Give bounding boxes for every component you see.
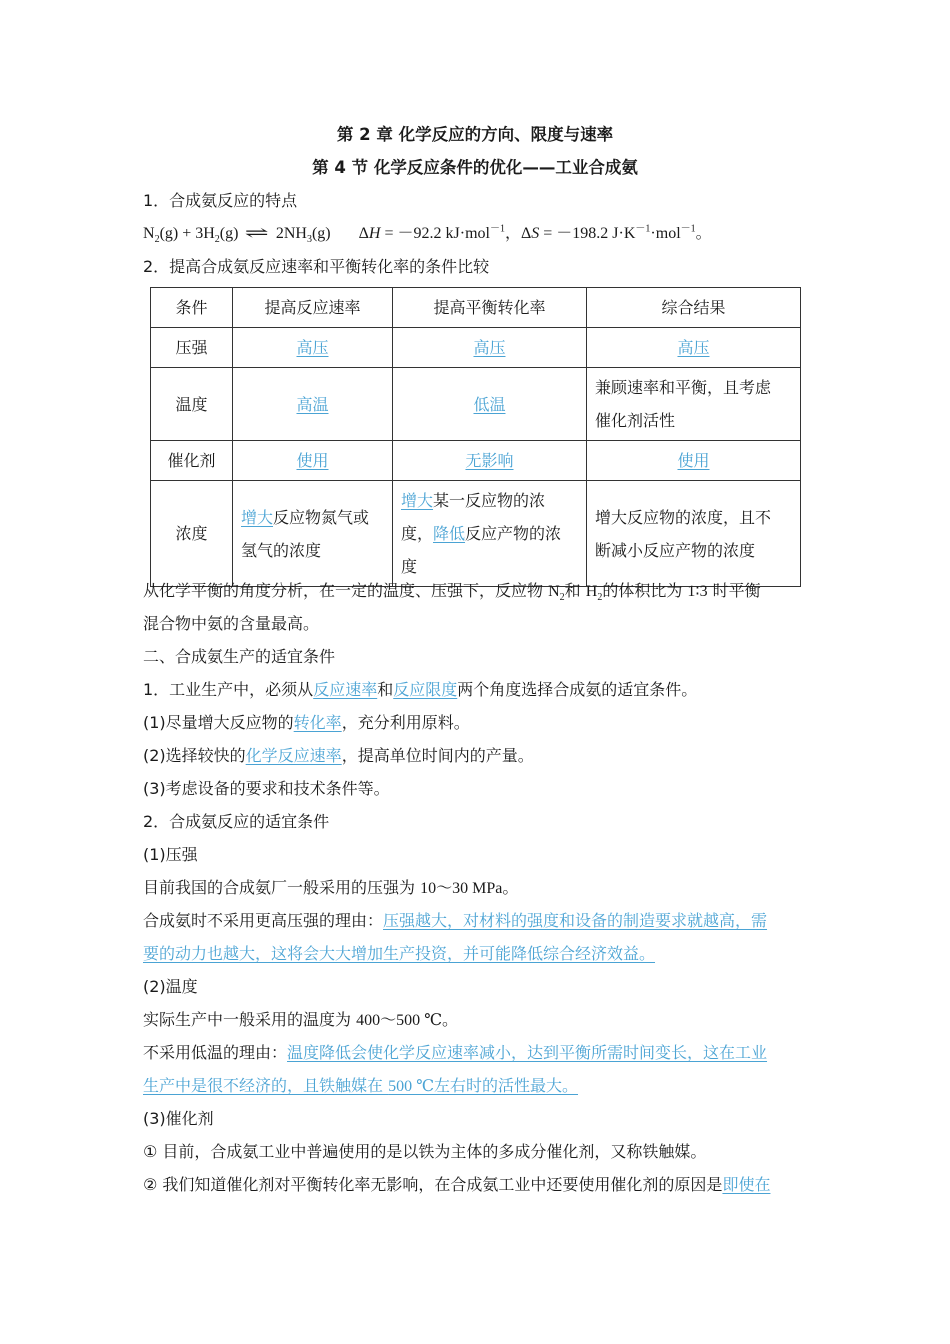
table-row (151, 328, 801, 368)
temperature-reason-line1: 不采用低温的理由：温度降低会使化学反应速率减小，达到平衡所需时间变长，这在工业 (143, 1043, 768, 1062)
table-cell: 增大某一反应物的浓 度，降低反应产物的浓 度 (393, 481, 587, 587)
pressure-value: 目前我国的合成氨厂一般采用的压强为 10～30 MPa。 (143, 878, 519, 897)
table-row (151, 481, 801, 587)
answer-blank: 增大 (241, 507, 274, 527)
temperature-value: 实际生产中一般采用的温度为 400～500 ℃。 (143, 1010, 459, 1029)
temperature-heading: (2)温度 (143, 977, 198, 996)
answer-blank: 高压 (473, 338, 506, 357)
catalyst-heading: (3)催化剂 (143, 1109, 214, 1128)
table-header-row (151, 288, 801, 328)
table-cell (233, 328, 393, 368)
table-header-cell: 提高反应速率 (233, 288, 393, 328)
answer-blank: 压强越大，对材料的强度和设备的制造要求就越高，需 (383, 911, 768, 930)
catalyst-point2: ② 我们知道催化剂对平衡转化率无影响，在合成氨工业中还要使用催化剂的原因是即使在 (143, 1175, 771, 1194)
answer-blank: 生产中是很不经济的，且铁触媒在 (143, 1076, 389, 1095)
chapter-title: 第 2 章 化学反应的方向、限度与速率 (336, 125, 614, 144)
table-header-cell: 综合结果 (587, 288, 801, 328)
answer-blank: 反应限度 (393, 680, 458, 699)
row-label: 压强 (151, 328, 233, 368)
ratio-paragraph-line1: 从化学平衡的角度分析，在一定的温度、压强下，反应物 $N_2$和 $H_2$的体积比为 1∶3 时平衡 (143, 581, 761, 604)
point1: 1．工业生产中，必须从反应速率和反应限度两个角度选择合成氨的适宜条件。 (143, 680, 698, 699)
equilibrium-arrow: ⇌ (245, 225, 270, 242)
answer-blank: 转化率 (293, 713, 342, 732)
table-cell (393, 368, 587, 441)
pressure-heading: (1)压强 (143, 845, 198, 864)
answer-blank: 温度降低会使化学反应速率减小，达到平衡所需时间变长，这在工业 (287, 1043, 768, 1062)
table-row (151, 368, 801, 441)
answer-blank: 低温 (473, 394, 506, 414)
point1-3: (3)考虑设备的要求和技术条件等。 (143, 779, 390, 798)
table-cell (587, 328, 801, 368)
answer-blank: 化学反应速率 (245, 746, 342, 765)
table-cell: 增大反应物的浓度，且不 断减小反应产物的浓度 (587, 481, 801, 587)
row-label: 催化剂 (151, 441, 233, 481)
table-header-cell: 提高平衡转化率 (393, 288, 587, 328)
temperature-reason-line2 (143, 1075, 813, 1098)
answer-blank: 无影响 (465, 451, 514, 470)
table-cell (393, 441, 587, 481)
row-label: 温度 (151, 368, 233, 441)
reaction-equation: $N_2(g) + 3H_2(g)$ ⇌ $2NH_3(g) \Delta H = -92.2$ kJ·mol$^{-1}$，ΔS = －198.2 $J\cdot K^{-1}\cdot mol^{-1}$。 (143, 223, 712, 246)
table-cell: 增大反应物氮气或 氢气的浓度 (233, 481, 393, 587)
answer-blank: 高温 (296, 394, 329, 414)
point1-2: (2)选择较快的化学反应速率，提高单位时间内的产量。 (143, 746, 534, 765)
answer-blank: 使用 (677, 451, 710, 470)
answer-blank: 即使在 (722, 1175, 771, 1194)
answer-blank: 500 ℃ (388, 1078, 434, 1095)
table-header-cell: 条件 (151, 288, 233, 328)
point2-heading: 2．合成氨反应的适宜条件 (143, 812, 330, 831)
answer-blank: 增大 (401, 491, 434, 510)
table-cell (233, 441, 393, 481)
section2-heading: 二、合成氨生产的适宜条件 (143, 647, 336, 666)
ratio-paragraph-line2: 混合物中氨的含量最高。 (143, 614, 320, 633)
answer-blank: 高压 (677, 338, 710, 357)
point1-1: (1)尽量增大反应物的转化率，充分利用原料。 (143, 713, 470, 732)
answer-blank: 降低 (433, 524, 466, 543)
answer-blank: 要的动力也越大，这将会大大增加生产投资，并可能降低综合经济效益。 (143, 944, 656, 963)
catalyst-point1: ① 目前，合成氨工业中普遍使用的是以铁为主体的多成分催化剂，又称铁触媒。 (143, 1142, 707, 1161)
table-cell (587, 441, 801, 481)
pressure-reason-line1: 合成氨时不采用更高压强的理由：压强越大，对材料的强度和设备的制造要求就越高，需 (143, 911, 768, 930)
section-title: 第 4 节 化学反应条件的优化——工业合成氨 (312, 158, 638, 177)
row-label: 浓度 (151, 481, 233, 587)
part2-heading: 2．提高合成氨反应速率和平衡转化率的条件比较 (143, 257, 490, 276)
answer-blank: 反应速率 (313, 680, 378, 699)
pressure-reason-line2 (143, 943, 813, 965)
part1-heading: 1．合成氨反应的特点 (143, 191, 298, 210)
answer-blank: 使用 (296, 451, 329, 470)
table-cell: 兼顾速率和平衡，且考虑 催化剂活性 (587, 368, 801, 441)
table-row (151, 441, 801, 481)
table-cell (393, 328, 587, 368)
comparison-table (150, 287, 801, 587)
answer-blank: 高压 (296, 338, 329, 357)
table-cell (233, 368, 393, 441)
answer-blank: 左右时的活性最大。 (434, 1076, 579, 1095)
